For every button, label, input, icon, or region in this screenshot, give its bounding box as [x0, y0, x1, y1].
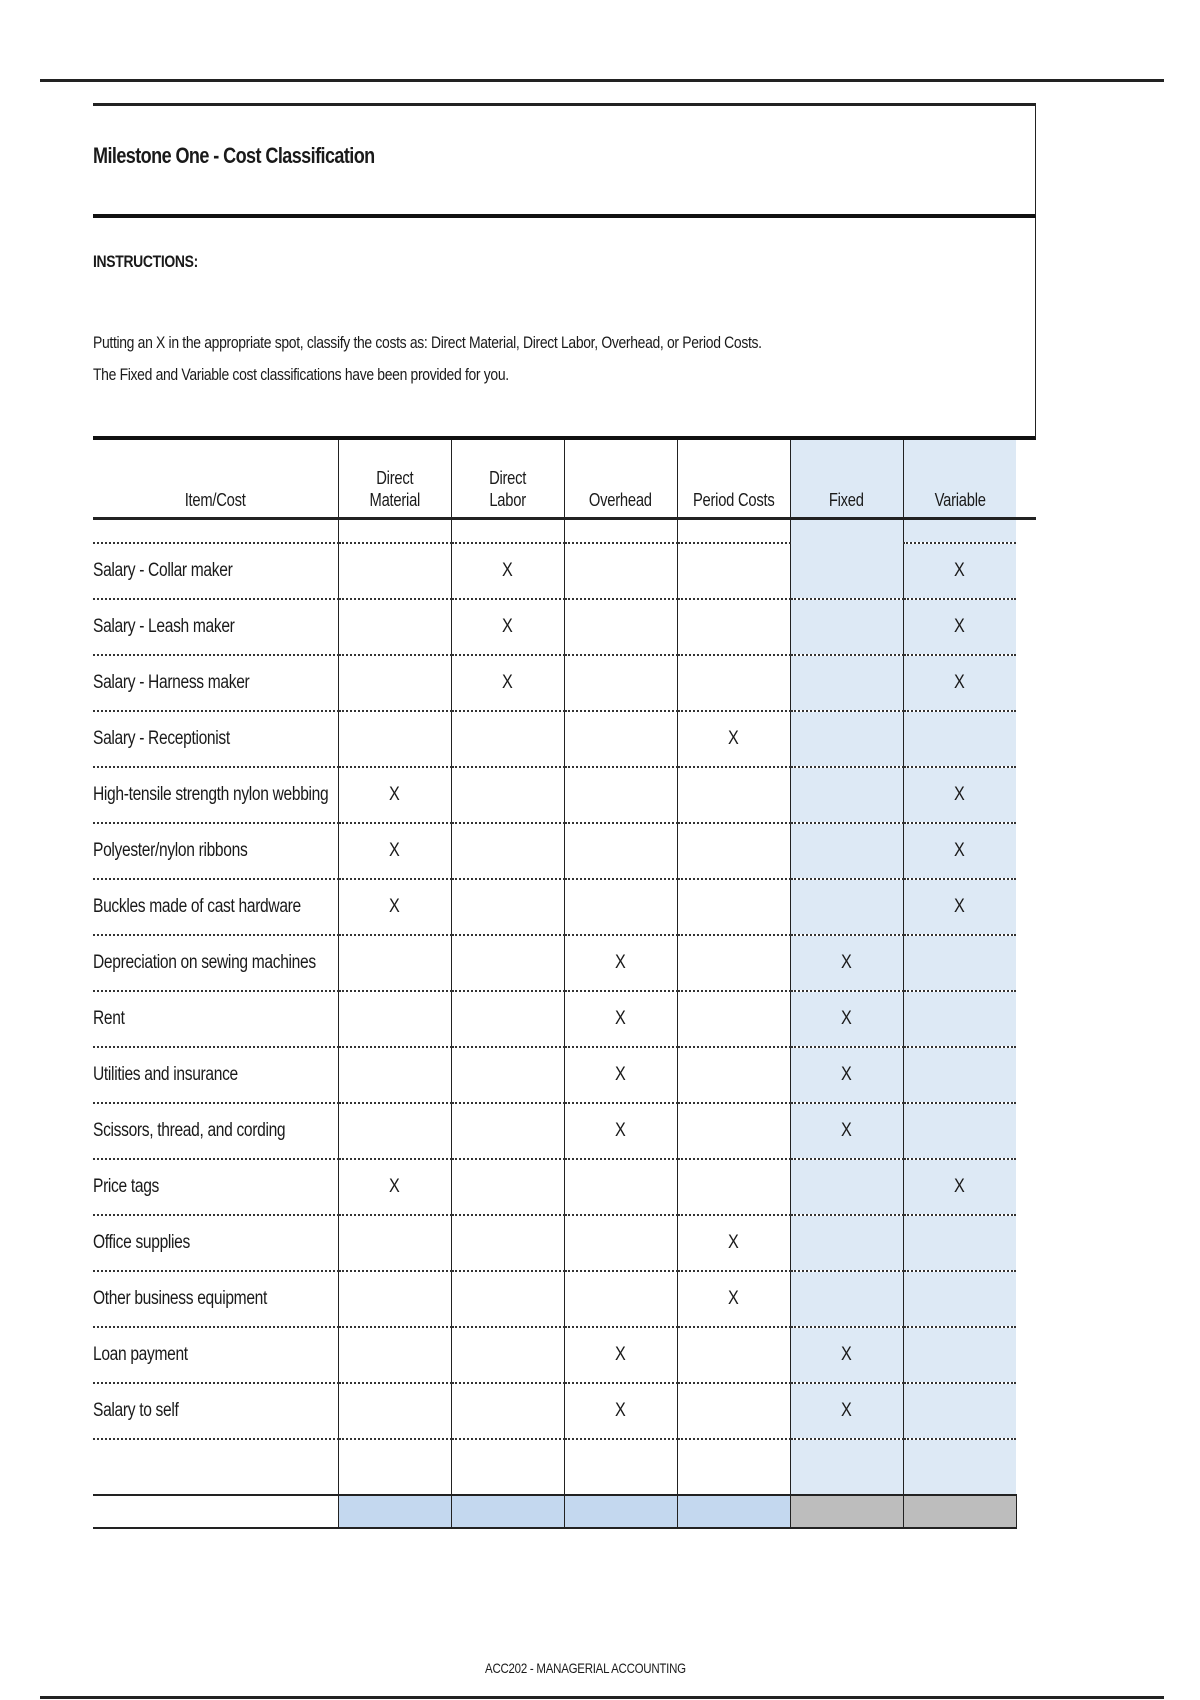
cell-pc[interactable]: [677, 1383, 790, 1439]
cell-fixed[interactable]: [790, 711, 903, 767]
total-variable: [903, 1495, 1016, 1528]
header-variable: Variable: [903, 440, 1016, 519]
row-edge: [1016, 823, 1036, 879]
cell-variable[interactable]: X: [903, 1159, 1016, 1215]
header-overhead: Overhead: [564, 440, 677, 519]
row-item-label: Salary - Leash maker: [93, 599, 338, 655]
cell-variable[interactable]: X: [903, 823, 1016, 879]
cell-oh[interactable]: [564, 823, 677, 879]
cell-variable[interactable]: [903, 1215, 1016, 1271]
cell-fixed[interactable]: [790, 1271, 903, 1327]
cell-dm[interactable]: X: [338, 767, 451, 823]
row-edge: [1016, 599, 1036, 655]
cell-dm[interactable]: [338, 1271, 451, 1327]
row-item-label: Other business equipment: [93, 1271, 338, 1327]
cell-oh[interactable]: X: [564, 935, 677, 991]
cell-dm[interactable]: [338, 655, 451, 711]
cell-fixed[interactable]: [790, 1215, 903, 1271]
cell-oh[interactable]: [564, 711, 677, 767]
cell-dl[interactable]: [451, 1271, 564, 1327]
page-footer: ACC202 - MANAGERIAL ACCOUNTING: [484, 1660, 686, 1676]
instructions-line-2: The Fixed and Variable cost classifications have been provided for you.: [93, 365, 509, 384]
cell-pc[interactable]: [677, 823, 790, 879]
cell-oh[interactable]: [564, 543, 677, 599]
header-row: [93, 440, 1036, 519]
table-body: [93, 519, 1036, 1529]
cell-dm[interactable]: [338, 1047, 451, 1103]
total-edge: [1016, 1495, 1036, 1528]
cell-dm[interactable]: [338, 1383, 451, 1439]
totals-row: [93, 1495, 1036, 1528]
table-row: [93, 1215, 1036, 1271]
instructions-label: INSTRUCTIONS:: [93, 252, 198, 271]
row-item-label: Loan payment: [93, 1327, 338, 1383]
cell-fixed[interactable]: X: [790, 1327, 903, 1383]
row-item-label: Utilities and insurance: [93, 1047, 338, 1103]
total-direct-labor: [451, 1495, 564, 1528]
row-item-label: Salary - Harness maker: [93, 655, 338, 711]
cell-dl[interactable]: X: [451, 599, 564, 655]
cell-oh[interactable]: X: [564, 1103, 677, 1159]
cell-pc[interactable]: [677, 543, 790, 599]
blank-row: [93, 1439, 1036, 1495]
cell-pc[interactable]: [677, 991, 790, 1047]
instructions-section: [93, 218, 1036, 440]
table-row: [93, 711, 1036, 767]
cell-oh[interactable]: [564, 879, 677, 935]
row-item-label: Salary - Collar maker: [93, 543, 338, 599]
row-item-label: Rent: [93, 991, 338, 1047]
cell-dm[interactable]: [338, 991, 451, 1047]
cell-dl[interactable]: [451, 711, 564, 767]
row-edge: [1016, 1159, 1036, 1215]
row-edge: [1016, 1215, 1036, 1271]
cell-dl[interactable]: [451, 935, 564, 991]
row-edge: [1016, 879, 1036, 935]
cell-variable[interactable]: [903, 711, 1016, 767]
cell-oh[interactable]: [564, 1215, 677, 1271]
cell-dm[interactable]: [338, 1215, 451, 1271]
worksheet: [93, 103, 1036, 1529]
cell-dl[interactable]: [451, 1327, 564, 1383]
header-period-costs: Period Costs: [677, 440, 790, 519]
cell-fixed[interactable]: [790, 543, 903, 599]
cell-variable[interactable]: [903, 1047, 1016, 1103]
cell-variable[interactable]: X: [903, 599, 1016, 655]
cell-pc[interactable]: [677, 879, 790, 935]
cell-fixed[interactable]: [790, 599, 903, 655]
total-label-cell: [93, 1495, 338, 1528]
cell-dl[interactable]: X: [451, 543, 564, 599]
table-row: [93, 991, 1036, 1047]
spacer-row: [93, 519, 1036, 544]
cell-oh[interactable]: X: [564, 1327, 677, 1383]
row-item-label: Office supplies: [93, 1215, 338, 1271]
cell-variable[interactable]: [903, 1383, 1016, 1439]
cell-variable[interactable]: X: [903, 655, 1016, 711]
cell-dl[interactable]: [451, 1047, 564, 1103]
table-row: [93, 1271, 1036, 1327]
cell-pc[interactable]: [677, 1103, 790, 1159]
cell-dm[interactable]: X: [338, 879, 451, 935]
cell-variable[interactable]: [903, 991, 1016, 1047]
cell-fixed[interactable]: X: [790, 1383, 903, 1439]
cell-fixed[interactable]: X: [790, 1047, 903, 1103]
cell-dl[interactable]: [451, 823, 564, 879]
row-item-label: Salary - Receptionist: [93, 711, 338, 767]
table-row: [93, 1327, 1036, 1383]
row-edge: [1016, 935, 1036, 991]
cell-pc[interactable]: [677, 767, 790, 823]
header-direct-labor: Direct Labor: [451, 440, 564, 519]
row-edge: [1016, 543, 1036, 599]
cell-fixed[interactable]: [790, 1159, 903, 1215]
table-row: [93, 543, 1036, 599]
cell-dl[interactable]: [451, 1159, 564, 1215]
table-row: [93, 935, 1036, 991]
row-item-label: High-tensile strength nylon webbing: [93, 767, 338, 823]
cost-classification-table: [93, 440, 1036, 1529]
row-item-label: Salary to self: [93, 1383, 338, 1439]
cell-pc[interactable]: X: [677, 1215, 790, 1271]
cell-dl[interactable]: [451, 879, 564, 935]
cell-pc[interactable]: X: [677, 711, 790, 767]
header-item-cost: Item/Cost: [93, 440, 338, 519]
cell-pc[interactable]: [677, 1047, 790, 1103]
cell-oh[interactable]: [564, 655, 677, 711]
cell-pc[interactable]: X: [677, 1271, 790, 1327]
total-period-costs: [677, 1495, 790, 1528]
cell-oh[interactable]: [564, 1159, 677, 1215]
cell-variable[interactable]: X: [903, 543, 1016, 599]
cell-variable[interactable]: [903, 935, 1016, 991]
row-item-label: Scissors, thread, and cording: [93, 1103, 338, 1159]
row-edge: [1016, 655, 1036, 711]
row-edge: [1016, 1271, 1036, 1327]
cell-oh[interactable]: [564, 599, 677, 655]
cell-fixed[interactable]: [790, 767, 903, 823]
cell-dl[interactable]: [451, 991, 564, 1047]
cell-dl[interactable]: [451, 1215, 564, 1271]
row-item-label: Price tags: [93, 1159, 338, 1215]
page-top-rule: [40, 79, 1164, 82]
row-edge: [1016, 767, 1036, 823]
cell-oh[interactable]: X: [564, 991, 677, 1047]
table-row: [93, 599, 1036, 655]
row-edge: [1016, 1327, 1036, 1383]
table-row: [93, 767, 1036, 823]
cell-dm[interactable]: X: [338, 823, 451, 879]
cell-fixed[interactable]: [790, 823, 903, 879]
cell-variable[interactable]: X: [903, 767, 1016, 823]
instructions-line-1: Putting an X in the appropriate spot, classify the costs as: Direct Material, Direct Labor, Overhead, or Period Costs.: [93, 333, 762, 352]
cell-variable[interactable]: X: [903, 879, 1016, 935]
row-item-label: Depreciation on sewing machines: [93, 935, 338, 991]
table-row: [93, 879, 1036, 935]
page-title: Milestone One - Cost Classification: [93, 143, 375, 168]
header-fixed: Fixed: [790, 440, 903, 519]
cell-variable[interactable]: [903, 1271, 1016, 1327]
cell-dm[interactable]: [338, 711, 451, 767]
cell-dm[interactable]: [338, 599, 451, 655]
cell-dl[interactable]: X: [451, 655, 564, 711]
row-edge: [1016, 991, 1036, 1047]
total-fixed: [790, 1495, 903, 1528]
table-row: [93, 655, 1036, 711]
cell-variable[interactable]: [903, 1103, 1016, 1159]
cell-oh[interactable]: [564, 767, 677, 823]
total-overhead: [564, 1495, 677, 1528]
table-row: [93, 1103, 1036, 1159]
cell-fixed[interactable]: [790, 655, 903, 711]
row-edge: [1016, 1103, 1036, 1159]
cell-dm[interactable]: [338, 543, 451, 599]
cell-dl[interactable]: [451, 1103, 564, 1159]
row-item-label: Buckles made of cast hardware: [93, 879, 338, 935]
cell-oh[interactable]: X: [564, 1383, 677, 1439]
cell-dm[interactable]: X: [338, 1159, 451, 1215]
cell-fixed[interactable]: X: [790, 991, 903, 1047]
header-direct-material: Direct Material: [338, 440, 451, 519]
title-section: [93, 103, 1036, 218]
row-edge: [1016, 1047, 1036, 1103]
cell-dm[interactable]: [338, 1327, 451, 1383]
cell-pc[interactable]: [677, 935, 790, 991]
row-edge: [1016, 1383, 1036, 1439]
cell-oh[interactable]: [564, 1271, 677, 1327]
table-row: [93, 1159, 1036, 1215]
cell-pc[interactable]: [677, 655, 790, 711]
cell-dl[interactable]: [451, 1383, 564, 1439]
total-direct-material: [338, 1495, 451, 1528]
page-bottom-rule: [40, 1696, 1164, 1699]
cell-fixed[interactable]: [790, 879, 903, 935]
row-item-label: Polyester/nylon ribbons: [93, 823, 338, 879]
table-row: [93, 1383, 1036, 1439]
cell-fixed[interactable]: X: [790, 1103, 903, 1159]
header-edge: [1016, 440, 1036, 519]
cell-variable[interactable]: [903, 1327, 1016, 1383]
row-edge: [1016, 711, 1036, 767]
table-row: [93, 823, 1036, 879]
cell-dm[interactable]: [338, 935, 451, 991]
cell-pc[interactable]: [677, 1327, 790, 1383]
cell-oh[interactable]: X: [564, 1047, 677, 1103]
cell-dl[interactable]: [451, 767, 564, 823]
cell-pc[interactable]: [677, 1159, 790, 1215]
cell-dm[interactable]: [338, 1103, 451, 1159]
cell-pc[interactable]: [677, 599, 790, 655]
table-row: [93, 1047, 1036, 1103]
cell-fixed[interactable]: X: [790, 935, 903, 991]
